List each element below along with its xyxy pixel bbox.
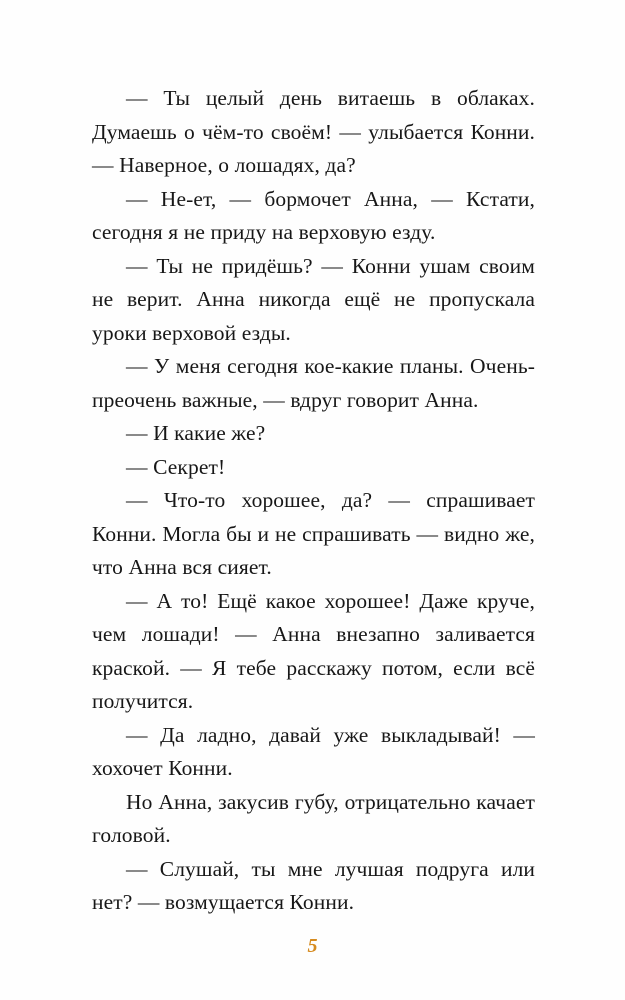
paragraph: — Секрет! — [126, 454, 226, 479]
paragraph: — Слушай, ты мне лучшая подруга или нет? — возмущается Конни. — [92, 856, 535, 914]
paragraph: — И какие же? — [126, 421, 266, 445]
paragraph: — А то! Ещё какое хорошее! Даже круче, чем лошади! — Анна внезапно заливается краской. — Я тебе расскажу потом, если всё получится. — [92, 588, 535, 713]
paragraph: — Да ладно, давай уже выкладывай! — хохочет Конни. — [92, 722, 535, 780]
paragraph: — Ты не придёшь? — Конни ушам своим не верит. Анна никогда ещё не пропускала уроки верховой езды. — [92, 253, 535, 345]
paragraph: Но Анна, закусив губу, отрицательно качает головой. — [92, 789, 535, 847]
page-number: 5 — [307, 935, 318, 957]
paragraph: — Ты целый день витаешь в облаках. Думаешь о чём-то своём! — улыбается Конни. — Наверное, о лошадях, да? — [92, 86, 535, 177]
page-text-block — [92, 82, 535, 920]
paragraph: — Что-то хорошее, да? — спрашивает Конни. Могла бы и не спрашивать — видно же, что Анна вся сияет. — [92, 488, 535, 579]
paragraph: — У меня сегодня кое-какие планы. Очень-преочень важные, — вдруг говорит Анна. — [92, 354, 535, 412]
paragraph: — Не-ет, — бормочет Анна, — Кстати, сегодня я не приду на верховую езду. — [92, 186, 535, 244]
